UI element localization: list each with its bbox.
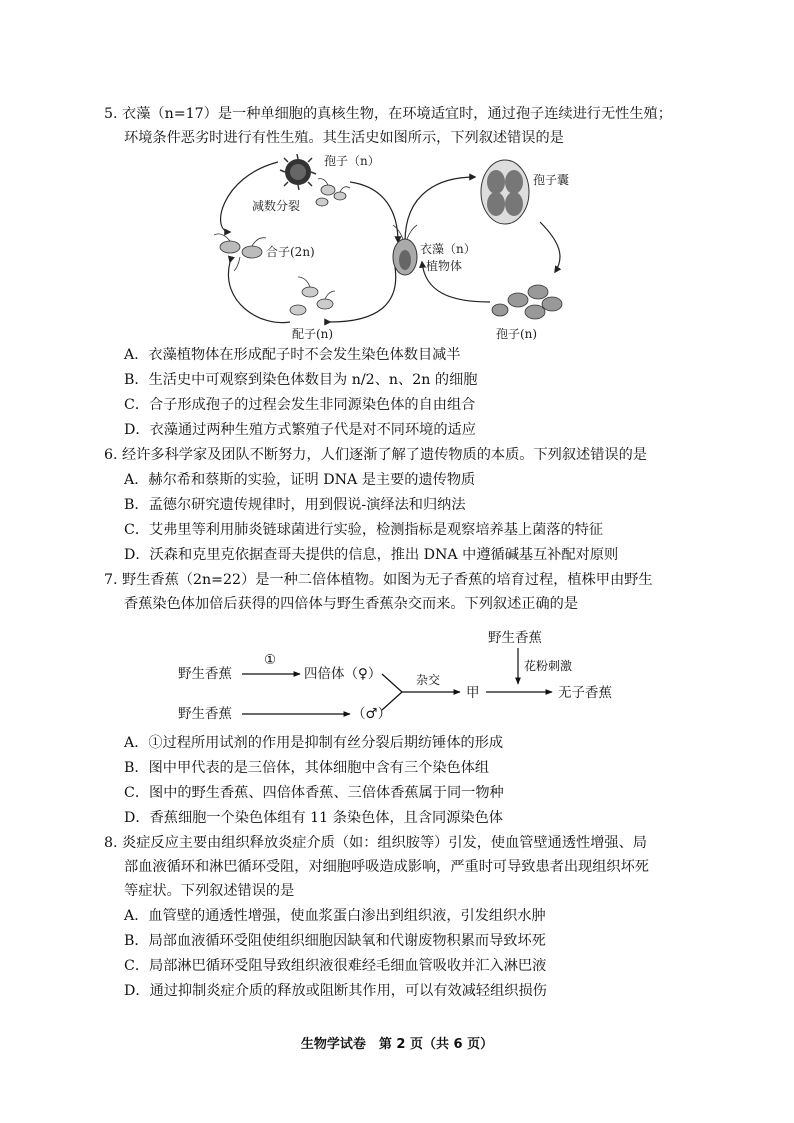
q6-stem-line1: 6. 经许多科学家及团队不断努力，人们逐渐了解了遗传物质的本质。下列叙述错误的是 (104, 447, 647, 463)
q8-option-d: D．通过抑制炎症介质的释放或阻断其作用，可以有效减轻组织损伤 (124, 983, 547, 999)
arrow-plant-to-sporangium (405, 177, 475, 242)
q5-option-d: D．衣藻通过两种生殖方式繁殖子代是对不同环境的适应 (124, 422, 476, 438)
released-spores-icon (492, 285, 562, 319)
label-plant-line2: 植物体 (426, 259, 463, 273)
cross-line-bottom (382, 692, 402, 710)
q7-option-c: C．图中的野生香蕉、四倍体香蕉、三倍体香蕉属于同一物种 (124, 785, 504, 801)
arrow-spore-to-plant (350, 182, 398, 242)
zygote-cells-icon (214, 234, 266, 271)
arrow-plant-to-gamete (330, 267, 396, 322)
label-seedless-banana: 无子香蕉 (558, 685, 612, 701)
q5-option-c: C．合子形成孢子的过程会发生非同源染色体的自由组合 (124, 397, 476, 413)
arrow-meiosis (221, 162, 278, 232)
germinating-zygote-icon (280, 154, 316, 190)
q6-option-a: A．赫尔希和蔡斯的实验，证明 DNA 是主要的遗传物质 (124, 472, 476, 488)
label-wild-banana-2: 野生香蕉 (178, 706, 232, 722)
q5-stem-line2: 环境条件恶劣时进行有性生殖。其生活史如图所示，下列叙述错误的是 (124, 130, 564, 146)
q8-stem-line3: 等症状。下列叙述错误的是 (124, 883, 295, 899)
q7-option-d: D．香蕉细胞一个染色体组有 11 条染色体，且含同源染色体 (124, 810, 503, 826)
label-wild-banana-top: 野生香蕉 (488, 630, 542, 646)
sporangium-icon (481, 160, 529, 224)
q6-option-c: C．艾弗里等利用肺炎链球菌进行实验，检测指标是观察培养基上菌落的特征 (124, 522, 604, 538)
label-spore-top: 孢子（n） (324, 154, 380, 168)
spore-cells-icon (316, 179, 350, 206)
q7-breeding-diagram (160, 622, 640, 726)
q8-stem-line2: 部血液循环和淋巴循环受阻，对细胞呼吸造成影响，严重时可导致患者出现组织坏死 (124, 859, 649, 875)
label-pollen-stimulus: 花粉刺激 (524, 659, 573, 673)
label-male: （♂） (352, 706, 392, 722)
q7-option-a: A．①过程所用试剂的作用是抑制有丝分裂后期纺锤体的形成 (124, 735, 504, 751)
q8-option-c: C．局部淋巴循环受阻导致组织液很难经毛细血管吸收并汇入淋巴液 (124, 958, 547, 974)
label-sporangium: 孢子囊 (533, 173, 570, 187)
label-wild-banana-1: 野生香蕉 (178, 666, 232, 682)
gamete-cells-icon (290, 277, 335, 315)
q7-stem-line2: 香蕉染色体加倍后获得的四倍体与野生香蕉杂交而来。下列叙述正确的是 (124, 596, 579, 612)
q5-life-cycle-diagram (200, 152, 600, 344)
q8-stem-line1: 8. 炎症反应主要由组织释放炎症介质（如：组织胺等）引发，使血管壁通透性增强、局 (104, 835, 647, 851)
label-jia: 甲 (466, 685, 480, 701)
label-zygote: 合子(2n) (266, 245, 315, 259)
label-gamete: 配子(n) (292, 327, 334, 341)
label-spore-bottom: 孢子(n) (496, 327, 538, 341)
q5-option-a: A．衣藻植物体在形成配子时不会发生染色体数目减半 (124, 347, 461, 363)
q7-stem-line1: 7. 野生香蕉（2n=22）是一种二倍体植物。如图为无子香蕉的培育过程，植株甲由野生 (104, 572, 653, 588)
page-footer: 生物学试卷 第 2 页（共 6 页） (300, 1037, 494, 1052)
label-cross: 杂交 (416, 673, 441, 687)
label-plant-line1: 衣藻（n） (420, 242, 476, 256)
label-step-1: ① (264, 652, 277, 668)
arrow-sporangium-to-spores (540, 222, 560, 272)
label-tetraploid: 四倍体（♀） (304, 666, 382, 682)
q8-option-a: A．血管壁的通透性增强，使血浆蛋白渗出到组织液，引发组织水肿 (124, 908, 546, 924)
q6-option-b: B．孟德尔研究遗传规律时，用到假说-演绎法和归纳法 (124, 497, 466, 513)
label-meiosis: 减数分裂 (252, 199, 301, 213)
q8-option-b: B．局部血液循环受阻使组织细胞因缺氧和代谢废物积累而导致坏死 (124, 933, 546, 949)
arrow-gamete-to-zygote (228, 262, 290, 323)
cross-line-top (382, 674, 402, 692)
q5-option-b: B．生活史中可观察到染色体数目为 n/2、n、2n 的细胞 (124, 372, 478, 388)
q7-option-b: B．图中甲代表的是三倍体，其体细胞中含有三个染色体组 (124, 760, 490, 776)
q5-stem-line1: 5. 衣藻（n=17）是一种单细胞的真核生物，在环境适宜时，通过孢子连续进行无性生殖； (104, 106, 672, 122)
q6-option-d: D．沃森和克里克依据查哥夫提供的信息，推出 DNA 中遵循碱基互补配对原则 (124, 547, 619, 563)
